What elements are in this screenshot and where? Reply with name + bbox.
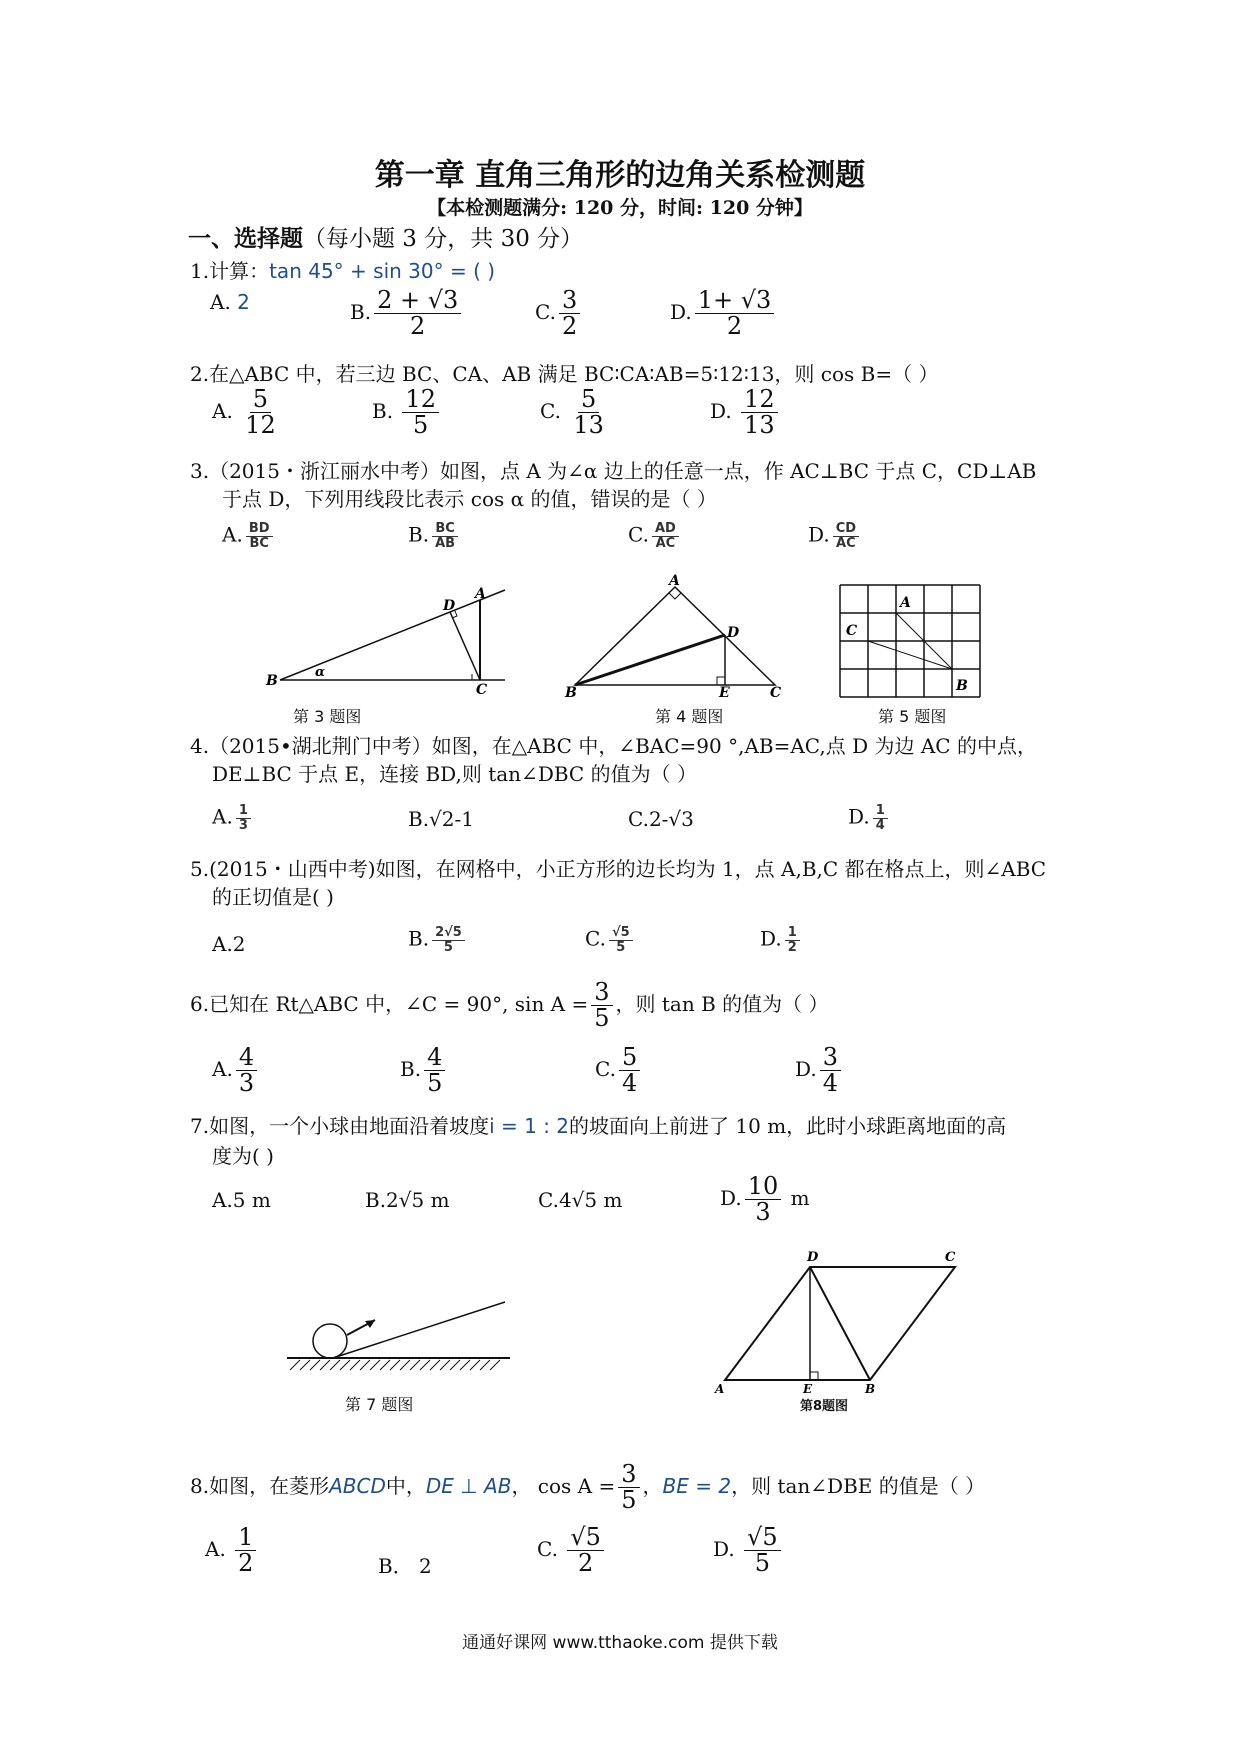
figure-7-slope xyxy=(285,1300,515,1380)
svg-text:E: E xyxy=(719,685,730,701)
question-3-line-2: 于点 D，下列用线段比表示 cos α 的值，错误的是（ ） xyxy=(222,487,717,511)
svg-text:B: B xyxy=(956,678,968,694)
svg-text:D: D xyxy=(807,1250,819,1265)
option-b[interactable]: B. $\frac{2 + √3}{2}$ xyxy=(350,288,464,339)
section-heading: 一、选择题（每小题 3 分，共 30 分） xyxy=(188,225,584,252)
option-c[interactable]: C.4√5 m xyxy=(538,1188,623,1212)
svg-text:C: C xyxy=(945,1250,956,1265)
question-7-line-1: 7.如图，一个小球由地面沿着坡度i = 1 : 2的坡面向上前进了 10 m，此时小球距离地面的高 xyxy=(190,1114,1007,1138)
option-a[interactable]: A.2 xyxy=(212,932,246,956)
footer-credit: 通通好课网 www.tthaoke.com 提供下载 xyxy=(462,1633,778,1653)
svg-text:A: A xyxy=(900,595,911,611)
figure-4-diagram xyxy=(565,573,790,701)
figure-8-rhombus xyxy=(715,1245,965,1396)
option-d[interactable]: D. $\frac{10}{3}$ m xyxy=(720,1172,810,1227)
question-2-stem: 2.在△ABC 中，若三边 BC、CA、AB 满足 BC∶CA∶AB=5∶12∶13，则 cos B=（ ） xyxy=(190,362,939,386)
question-5-line-2: 的正切值是( ) xyxy=(212,885,334,909)
option-c[interactable]: C. $\frac{5}{13}$ xyxy=(540,385,604,440)
question-3-line-1: 3.（2015・浙江丽水中考）如图，点 A 为∠α 边上的任意一点，作 AC⊥BC 于点 C，CD⊥AB xyxy=(190,459,1037,483)
figure-3-caption: 第 3 题图 xyxy=(293,707,362,726)
question-7-line-2: 度为( ) xyxy=(212,1144,274,1168)
option-c[interactable]: C. $\frac{5}{4}$ xyxy=(595,1045,643,1096)
option-a[interactable]: A. $\frac{5}{12}$ xyxy=(212,385,276,440)
page-title: 第一章 直角三角形的边角关系检测题 xyxy=(374,158,866,193)
svg-text:D: D xyxy=(727,625,740,641)
svg-text:A: A xyxy=(475,586,486,602)
option-d[interactable]: D. $\frac{1}{2}$ xyxy=(760,926,803,954)
option-d[interactable]: D. $\frac{√5}{5}$ xyxy=(713,1525,784,1576)
option-d[interactable]: D. $\frac{3}{4}$ xyxy=(795,1045,844,1096)
option-b[interactable]: B.2√5 m xyxy=(365,1188,450,1212)
option-c[interactable]: C. $\frac{3}{2}$ xyxy=(535,288,583,339)
option-c[interactable]: C. $\frac{√5}{2}$ xyxy=(537,1525,607,1576)
option-b[interactable]: B. $\frac{12}{5}$ xyxy=(372,387,442,438)
option-b[interactable]: B． 2 xyxy=(378,1554,432,1578)
option-a[interactable]: A.5 m xyxy=(212,1188,271,1212)
option-d[interactable]: D. $\frac{CD}{AC}$ xyxy=(808,522,862,550)
svg-text:A: A xyxy=(669,573,680,589)
option-a[interactable]: A. $\frac{BD}{BC}$ xyxy=(222,522,276,550)
option-c[interactable]: C. $\frac{AD}{AC}$ xyxy=(628,522,682,550)
question-4-line-2: DE⊥BC 于点 E，连接 BD,则 tan∠DBC 的值为（ ） xyxy=(212,762,697,786)
figure-5-caption: 第 5 题图 xyxy=(878,707,947,726)
question-8-stem: 8.如图，在菱形ABCD中，DE ⊥ AB， cos A = $\frac{3}{5}$ ，BE = 2，则 tan∠DBE 的值是（ ） xyxy=(190,1460,986,1515)
svg-text:B: B xyxy=(565,685,577,701)
svg-text:C: C xyxy=(770,685,782,701)
question-5-line-1: 5.(2015・山西中考)如图，在网格中，小正方形的边长均为 1，点 A,B,C 都在格点上，则∠ABC xyxy=(190,857,1047,881)
option-b[interactable]: B. $\frac{2√5}{5}$ xyxy=(408,926,468,954)
svg-text:A: A xyxy=(715,1382,725,1396)
svg-text:α: α xyxy=(315,665,326,680)
question-6-stem: 6.已知在 Rt△ABC 中，∠C = 90°, sin A = $\frac{3}{5}$ ，则 tan B 的值为（ ） xyxy=(190,978,829,1033)
option-c[interactable]: C.2-√3 xyxy=(628,807,694,831)
figure-8-caption: 第8题图 xyxy=(800,1399,849,1414)
svg-text:C: C xyxy=(476,682,488,698)
option-b[interactable]: B. $\frac{BC}{AB}$ xyxy=(408,522,461,550)
question-1-options xyxy=(210,290,250,314)
option-a[interactable]: A. $\frac{1}{3}$ xyxy=(212,804,254,832)
option-b[interactable]: B. $\frac{4}{5}$ xyxy=(400,1045,448,1096)
question-4-line-1: 4.（2015•湖北荆门中考）如图，在△ABC 中，∠BAC=90 °,AB=AC,点 D 为边 AC 的中点， xyxy=(190,734,1037,758)
figure-3-diagram xyxy=(260,570,510,698)
exam-info: 【本检测题满分: 120 分，时间: 120 分钟】 xyxy=(427,197,813,219)
figure-7-caption: 第 7 题图 xyxy=(345,1395,414,1414)
svg-text:D: D xyxy=(443,598,456,614)
option-d[interactable]: D. $\frac{1+ √3}{2}$ xyxy=(670,288,777,339)
option-a[interactable]: A. $\frac{4}{3}$ xyxy=(212,1045,260,1096)
figure-5-grid xyxy=(838,583,988,703)
option-c[interactable]: C. $\frac{√5}{5}$ xyxy=(585,926,636,954)
option-d[interactable]: D. $\frac{1}{4}$ xyxy=(848,804,891,832)
option-d[interactable]: D. $\frac{12}{13}$ xyxy=(710,387,781,438)
svg-text:B: B xyxy=(266,673,278,689)
option-b[interactable]: B.√2-1 xyxy=(408,807,475,831)
question-1-stem: 1.计算：tan 45° + sin 30° = ( ) xyxy=(190,259,496,283)
figure-4-caption: 第 4 题图 xyxy=(655,707,724,726)
svg-text:B: B xyxy=(865,1382,876,1396)
svg-text:E: E xyxy=(803,1382,813,1396)
option-a[interactable]: A. $\frac{1}{2}$ xyxy=(205,1525,259,1576)
option-a[interactable]: A. 2 xyxy=(210,290,250,314)
svg-text:C: C xyxy=(846,623,858,639)
